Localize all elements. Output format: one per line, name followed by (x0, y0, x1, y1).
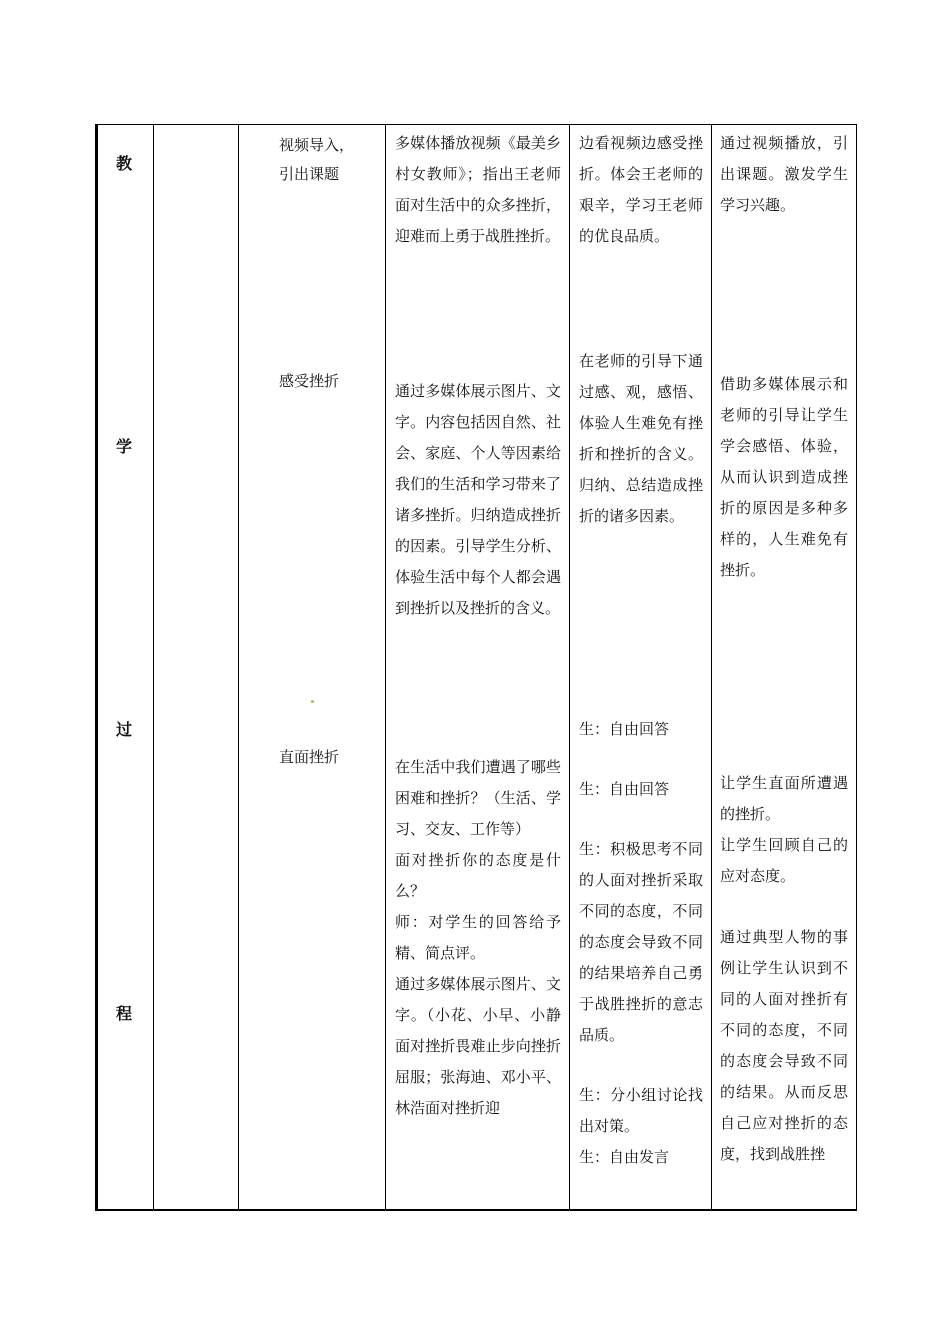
intent-text: 通过典型人物的事例让学生认识到不同的人面对挫折有不同的态度，不同的态度会导致不同的结果。从而反思自己应对挫折的态度，找到战胜挫 (720, 928, 848, 1163)
student-activity-3 (579, 714, 703, 1173)
topic-video-intro (279, 131, 379, 189)
student-activity-2 (579, 346, 703, 532)
intent-text: 让学生直面所遭遇的挫折。 (720, 774, 848, 823)
intent-text: 借助多媒体展示和老师的引导让学生学会感悟、体验，从而认识到造成挫折的原因是多种多样的，人生难免有挫折。 (720, 375, 848, 579)
teacher-text: 面对挫折你的态度是什么？ (395, 851, 561, 900)
column-divider (385, 124, 386, 1211)
topic-line: 引出课题 (279, 165, 340, 183)
column-divider (711, 124, 712, 1211)
student-text: 生：自由发言 (579, 1148, 670, 1166)
topic-feel-frustration (279, 367, 379, 396)
design-intent-3 (720, 768, 848, 1170)
column-divider (153, 124, 154, 1211)
teacher-text: 通过多媒体展示图片、文字。（小花、小早、小静面对挫折畏难止步向挫折屈服；张海迪、邓小平、林浩面对挫折迎 (395, 975, 561, 1117)
teacher-text: 师：对学生的回答给予精、简点评。 (395, 913, 561, 962)
student-text: 边看视频边感受挫折。体会王老师的艰辛，学习王老师的优良品质。 (579, 134, 703, 245)
student-activity-1 (579, 128, 703, 252)
teacher-text: 多媒体播放视频《最美乡村女教师》；指出王老师面对生活中的众多挫折，迎难而上勇于战胜挫折。 (395, 134, 561, 245)
student-text: 在老师的引导下通过感、观，感悟、体验人生难免有挫折和挫折的含义。归纳、总结造成挫折的诸多因素。 (579, 352, 703, 525)
scan-speck (311, 700, 314, 703)
teacher-text: 在生活中我们遭遇了哪些困难和挫折？（生活、学习、交友、工作等） (395, 758, 561, 838)
student-text: 生：积极思考不同的人面对挫折采取不同的态度，不同的态度会导致不同的结果培养自己勇于战胜挫折的意志品质。 (579, 840, 703, 1044)
topic-line: 直面挫折 (279, 748, 340, 766)
design-intent-1 (720, 128, 848, 221)
teacher-text: 通过多媒体展示图片、文字。内容包括因自然、社会、家庭、个人等因素给我们的生活和学习带来了诸多挫折。归纳造成挫折的因素。引导学生分析、体验生活中每个人都会遇到挫折以及挫折的含义。 (395, 382, 561, 617)
topic-line: 视频导入， (279, 136, 355, 154)
design-intent-2 (720, 369, 848, 586)
intent-text: 让学生回顾自己的应对态度。 (720, 836, 848, 885)
topic-line: 感受挫折 (279, 372, 340, 390)
stage-char: 学 (115, 437, 132, 456)
student-text: 生：自由回答 (579, 720, 670, 738)
stage-char: 教 (115, 154, 132, 173)
student-text: 生：自由回答 (579, 780, 670, 798)
column-divider (238, 124, 239, 1211)
teacher-activity-1 (395, 128, 561, 252)
stage-char: 程 (115, 1004, 132, 1023)
intent-text: 通过视频播放，引出课题。激发学生学习兴趣。 (720, 134, 848, 214)
teacher-activity-2 (395, 376, 561, 624)
topic-face-frustration (279, 743, 379, 772)
teacher-activity-3 (395, 752, 561, 1124)
stage-char: 过 (115, 720, 132, 739)
column-divider (569, 124, 570, 1211)
table-bottom-border (95, 1209, 857, 1211)
student-text: 生：分小组讨论找出对策。 (579, 1086, 703, 1135)
